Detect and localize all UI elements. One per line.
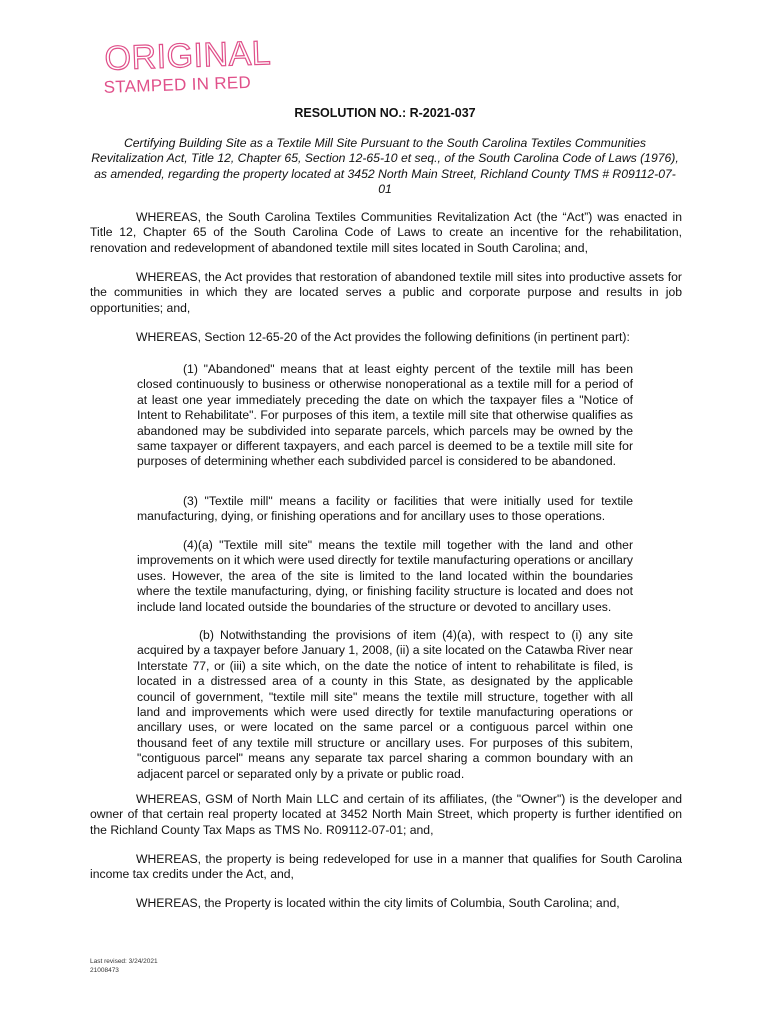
whereas-owner: WHEREAS, GSM of North Main LLC and certain of its affiliates, (the "Owner") is the developer and owner of that certain real property located at 3452 North Main Street, which property is further identified on the Richland County Tax Maps as TMS No. R09112-07-01; and, <box>90 792 682 837</box>
definition-textile-mill-site-a: (4)(a) "Textile mill site" means the textile mill together with the land and other improvements on it which were used directly for textile manufacturing operations or ancillary uses. However, the area of the site is limited to the land located within the boundaries where the textile manufacturing, dying, or finishing facility structure is located and does not include land located outside the boundaries of the structure or devoted to ancillary uses. <box>137 538 633 614</box>
whereas-act-enacted: WHEREAS, the South Carolina Textiles Communities Revitalization Act (the “Act”) was enacted in Title 12, Chapter 65 of the South Carolina Code of Laws to create an incentive for the rehabilitation, renovation and redevelopment of abandoned textile mill sites located in South Carolina; and, <box>90 210 682 255</box>
definition-textile-mill-site-b: (b) Notwithstanding the provisions of item (4)(a), with respect to (i) any site acquired by a taxpayer before January 1, 2008, (ii) a site located on the Catawba River near Interstate 77, or (iii) a site which, on the date the notice of intent to rehabilitate is filed, is located in a distressed area of a county in this State, as designated by the applicable council of government, "textile mill site" means the textile mill structure, together with all land and improvements which were used directly for textile manufacturing operations or ancillary uses, or were located on the same parcel or a contiguous parcel within one thousand feet of any textile mill structure or ancillary uses. For purposes of this subitem, "contiguous parcel" means any separate tax parcel sharing a common boundary with an adjacent parcel or separated only by a private or public road. <box>137 628 633 781</box>
page-footer <box>90 958 158 975</box>
whereas-restoration-purpose: WHEREAS, the Act provides that restoration of abandoned textile mill sites into productive assets for the communities in which they are located serves a public and corporate purpose and results in job opportunities; and, <box>90 270 682 315</box>
whereas-definitions-intro: WHEREAS, Section 12-65-20 of the Act provides the following definitions (in pertinent part): <box>136 330 630 344</box>
footer-document-id: 21008473 <box>90 966 119 974</box>
original-stamp <box>100 33 302 100</box>
definition-abandoned: (1) "Abandoned" means that at least eighty percent of the textile mill has been closed continuously to business or otherwise nonoperational as a textile mill for a period of at least one year immediately preceding the date on which the taxpayer files a "Notice of Intent to Rehabilitate". For purposes of this item, a textile mill site that otherwise qualifies as abandoned may be subdivided into separate parcels, which parcels may be owned by the same taxpayer or different taxpayers, and each parcel is deemed to be a textile mill site for purposes of determining whether each subdivided parcel is considered to be abandoned. <box>137 362 633 469</box>
whereas-city-limits: WHEREAS, the Property is located within the city limits of Columbia, South Carolina; and, <box>136 896 620 910</box>
definition-textile-mill: (3) "Textile mill" means a facility or facilities that were initially used for textile manufacturing, dying, or finishing operations and for ancillary uses to those operations. <box>137 494 633 524</box>
resolution-subtitle: Certifying Building Site as a Textile Mill Site Pursuant to the South Carolina Textiles Communities Revitalization Act, Title 12, Chapter 65, Section 12-65-10 et seq., of the South Carolina Code of Laws (1976), as amended, regarding the property located at 3452 North Main Street, Richland County TMS # R09112-07-01 <box>91 136 679 197</box>
stamp-original-text: ORIGINAL <box>103 34 272 78</box>
footer-last-revised: Last revised: 3/24/2021 <box>90 958 158 965</box>
stamp-subtitle-text: STAMPED IN RED <box>103 72 252 97</box>
resolution-number: RESOLUTION NO.: R-2021-037 <box>294 106 476 120</box>
whereas-redeveloped: WHEREAS, the property is being redeveloped for use in a manner that qualifies for South Carolina income tax credits under the Act, and, <box>90 852 682 882</box>
